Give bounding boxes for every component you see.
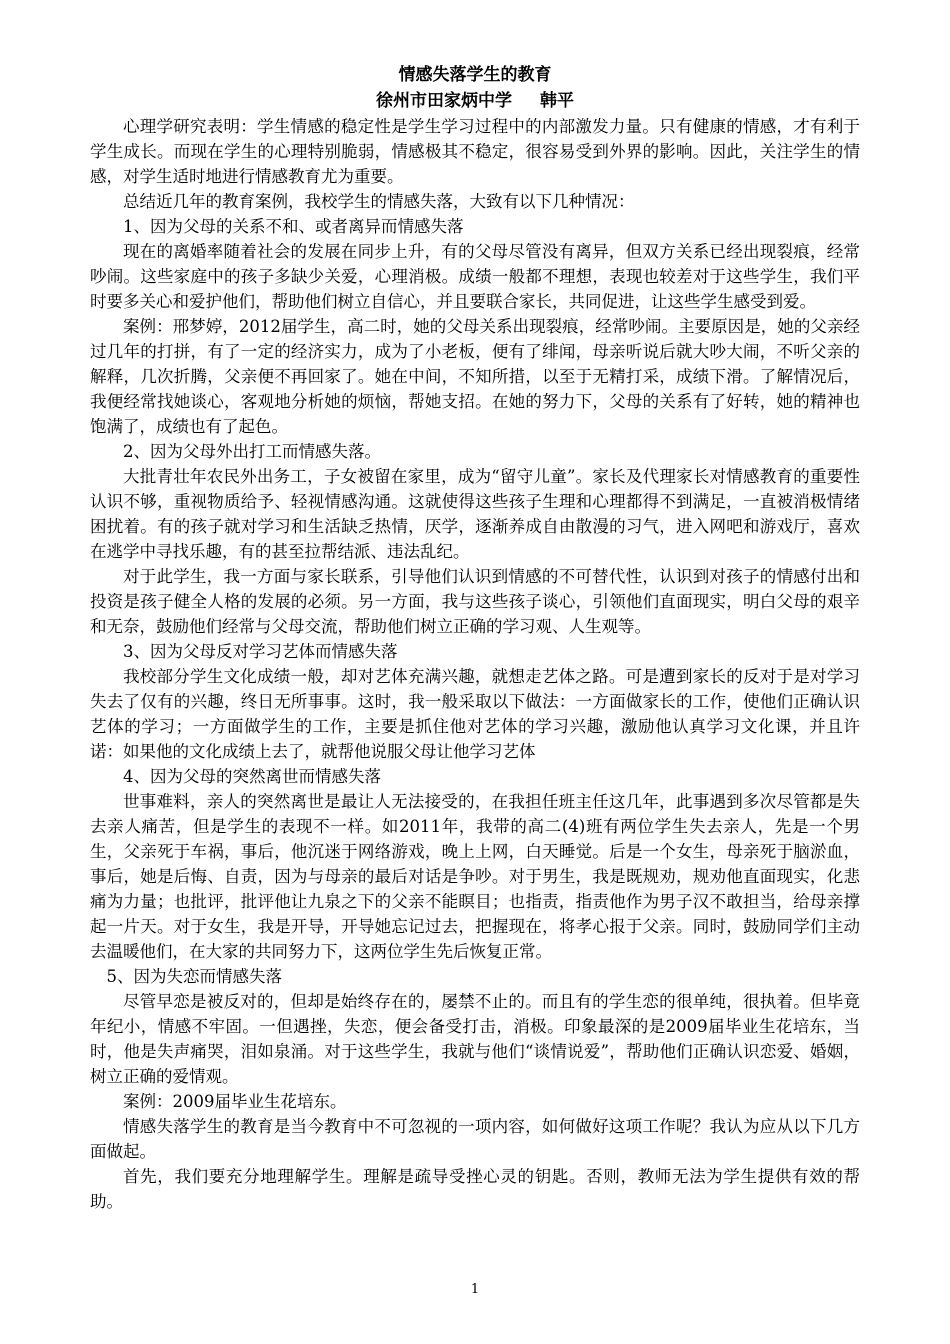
byline (90, 88, 860, 114)
paragraph: 现在的离婚率随着社会的发展在同步上升，有的父母尽管没有离异，但双方关系已经出现裂痕，经常吵闹。这些家庭中的孩子多缺少关爱，心理消极。成绩一般都不理想，表现也较差对于这些学生，我们平时要多关心和爱护他们，帮助他们树立自信心，并且要联合家长，共同促进，让这些学生感受到爱。 (90, 242, 860, 311)
paragraph: 世事难料，亲人的突然离世是最让人无法接受的，在我担任班主任这几年，此事遇到多次尽管都是失去亲人痛苦，但是学生的表现不一样。如2011年，我带的高二(4)班有两位学生失去亲人，先是一个男生，父亲死于车祸，事后，他沉迷于网络游戏，晚上上网，白天睡觉。后是一个女生，母亲死于脑淤血，事后，她是后悔、自责，因为与母亲的最后对话是争吵。对于男生，我是既规劝，规劝他直面现实，化悲痛为力量；也批评，批评他让九泉之下的父亲不能瞑目；也指责，指责他作为男子汉不敢担当，给母亲撑起一片天。对于女生，我是开导，开导她忘记过去，把握现在，将孝心报于父亲。同时，鼓励同学们主动去温暖他们，在大家的共同努力下，这两位学生先后恢复正常。 (90, 792, 860, 961)
paragraph: 我校部分学生文化成绩一般，却对艺体充满兴趣，就想走艺体之路。可是遭到家长的反对于是对学习失去了仅有的兴趣，终日无所事事。这时，我一般采取以下做法：一方面做家长的工作，使他们正确认识艺体的学习；一方面做学生的工作，主要是抓住他对艺体的学习兴趣，激励他认真学习文化课，并且许诺：如果他的文化成绩上去了，就帮他说服父母让他学习艺体 (90, 667, 860, 761)
page-number: 1 (470, 1282, 480, 1297)
author-name: 韩平 (540, 91, 574, 111)
paragraph: 案例：2009届毕业生花培东。 (123, 1092, 347, 1111)
body-text (90, 114, 860, 1214)
paragraph: 总结近几年的教育案例，我校学生的情感失落，大致有以下几种情况： (123, 192, 635, 211)
paragraph: 3、因为父母反对学习艺体而情感失落 (123, 642, 398, 661)
paragraph: 对于此学生，我一方面与家长联系，引导他们认识到情感的不可替代性，认识到对孩子的情感付出和投资是孩子健全人格的发展的必须。另一方面，我与这些孩子谈心，引领他们直面现实，明白父母的艰辛和无奈，鼓励他们经常与父母交流，帮助他们树立正确的学习观、人生观等。 (90, 567, 860, 636)
paragraph: 大批青壮年农民外出务工，子女被留在家里，成为“留守儿童”。家长及代理家长对情感教育的重要性认识不够，重视物质给予、轻视情感沟通。这就使得这些孩子生理和心理都得不到满足，一直被消极情绪困扰着。有的孩子就对学习和生活缺乏热情，厌学，逐渐养成自由散漫的习气，进入网吧和游戏厅，喜欢在逃学中寻找乐趣，有的甚至拉帮结派、违法乱纪。 (90, 467, 860, 561)
paragraph: 首先，我们要充分地理解学生。理解是疏导受挫心灵的钥匙。否则，教师无法为学生提供有效的帮助。 (90, 1167, 860, 1211)
paragraph: 情感失落学生的教育是当今教育中不可忽视的一项内容，如何做好这项工作呢？我认为应从以下几方面做起。 (90, 1117, 860, 1161)
paragraph: 2、因为父母外出打工而情感失落。 (123, 442, 381, 461)
paragraph: 1、因为父母的关系不和、或者离异而情感失落 (123, 217, 464, 236)
document-page (90, 60, 860, 1214)
paragraph: 5、因为失恋而情感失落 (106, 967, 282, 986)
paragraph: 案例：邢梦婷，2012届学生，高二时，她的父母关系出现裂痕，经常吵闹。主要原因是，她的父亲经过几年的打拼，有了一定的经济实力，成为了小老板，便有了绯闻，母亲听说后就大吵大闹，不听父亲的解释，几次折腾，父亲便不再回家了。她在中间，不知所措，以至于无精打采，成绩下滑。了解情况后，我便经常找她谈心，客观地分析她的烦恼，帮她支招。在她的努力下，父母的关系有了好转，她的精神也饱满了，成绩也有了起色。 (90, 317, 860, 436)
school-name: 徐州市田家炳中学 (376, 91, 512, 111)
paragraph: 尽管早恋是被反对的，但却是始终存在的，屡禁不止的。而且有的学生恋的很单纯，很执着。但毕竟年纪小，情感不牢固。一但遇挫，失恋，便会备受打击，消极。印象最深的是2009届毕业生花培东，当时，他是失声痛哭，泪如泉涌。对于这些学生，我就与他们“谈情说爱”，帮助他们正确认识恋爱、婚姻，树立正确的爱情观。 (90, 992, 860, 1086)
paragraph: 4、因为父母的突然离世而情感失落 (123, 767, 381, 786)
document-title: 情感失落学生的教育 (398, 65, 552, 85)
paragraph: 心理学研究表明：学生情感的稳定性是学生学习过程中的内部激发力量。只有健康的情感，才有利于学生成长。而现在学生的心理特别脆弱，情感极其不稳定，很容易受到外界的影响。因此，关注学生的情感，对学生适时地进行情感教育尤为重要。 (90, 117, 860, 186)
